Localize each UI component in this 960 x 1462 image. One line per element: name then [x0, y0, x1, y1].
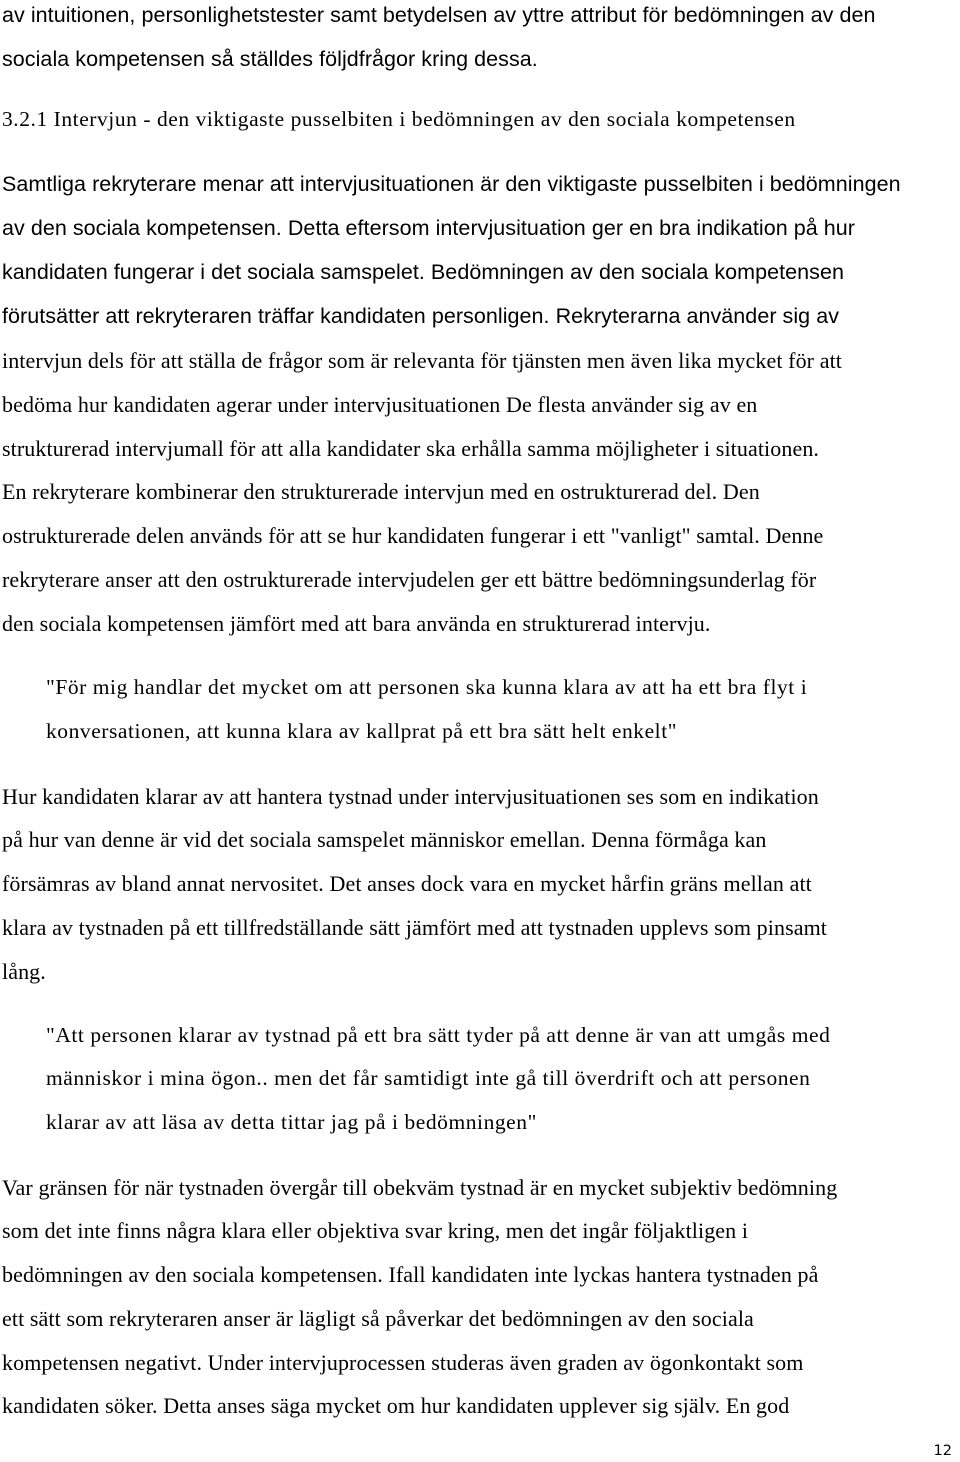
- paragraph-line: Var gränsen för när tystnaden övergår till obekväm tystnad är en mycket subjektiv bedömning: [2, 1175, 838, 1200]
- paragraph-line: ostrukturerade delen används för att se hur kandidaten fungerar i ett "vanligt" samtal. Denne: [2, 523, 824, 548]
- quote-line: "För mig handlar det mycket om att personen ska kunna klara av att ha ett bra flyt i: [46, 675, 808, 699]
- paragraph-line: strukturerad intervjumall för att alla kandidater ska erhålla samma möjligheter i situationen.: [2, 436, 820, 461]
- paragraph-line: kandidaten fungerar i det sociala samspelet. Bedömningen av den sociala kompetensen: [2, 260, 844, 284]
- paragraph-line: En rekryterare kombinerar den strukturerade intervjun med en ostrukturerad del. Den: [2, 479, 760, 504]
- paragraph-line: bedöma hur kandidaten agerar under intervjusituationen De flesta använder sig av en: [2, 392, 758, 417]
- paragraph-line: lång.: [2, 959, 46, 984]
- paragraph-line: förutsätter att rekryteraren träffar kandidaten personligen. Rekryterarna använder sig av: [2, 304, 840, 328]
- paragraph-line: klara av tystnaden på ett tillfredställande sätt jämfört med att tystnaden upplevs som pinsamt: [2, 915, 828, 940]
- paragraph-line: kandidaten söker. Detta anses säga mycket om hur kandidaten upplever sig själv. En god: [2, 1393, 790, 1418]
- quote-line: människor i mina ögon.. men det får samtidigt inte gå till överdrift och att personen: [46, 1066, 811, 1090]
- quote-line: konversationen, att kunna klara av kallprat på ett bra sätt helt enkelt": [46, 719, 678, 743]
- paragraph-line: som det inte finns några klara eller objektiva svar kring, men det ingår följaktligen i: [2, 1218, 749, 1243]
- paragraph-line: av den sociala kompetensen. Detta eftersom intervjusituation ger en bra indikation på hur: [2, 216, 855, 240]
- paragraph-line: rekryterare anser att den ostrukturerade intervjudelen ger ett bättre bedömningsunderlag för: [2, 567, 817, 592]
- paragraph-line: Samtliga rekryterare menar att intervjusituationen är den viktigaste pusselbiten i bedömningen: [2, 172, 901, 196]
- paragraph-line: kompetensen negativt. Under intervjuprocessen studeras även graden av ögonkontakt som: [2, 1350, 804, 1375]
- paragraph-line: Hur kandidaten klarar av att hantera tystnad under intervjusituationen ses som en indikation: [2, 784, 819, 809]
- quote-line: klarar av att läsa av detta tittar jag på i bedömningen": [46, 1110, 537, 1134]
- section-heading: 3.2.1 Intervjun - den viktigaste pusselbiten i bedömningen av den sociala kompetensen: [2, 107, 796, 131]
- page-number: 12: [933, 1443, 952, 1459]
- paragraph-line: på hur van denne är vid det sociala samspelet människor emellan. Denna förmåga kan: [2, 827, 767, 852]
- paragraph-line: försämras av bland annat nervositet. Det anses dock vara en mycket hårfin gräns mellan att: [2, 871, 812, 896]
- intro-line: av intuitionen, personlighetstester samt betydelsen av yttre attribut för bedömningen av den: [2, 3, 876, 27]
- quote-line: "Att personen klarar av tystnad på ett bra sätt tyder på att denne är van att umgås med: [46, 1023, 831, 1047]
- paragraph-line: den sociala kompetensen jämfört med att bara använda en strukturerad intervju.: [2, 611, 711, 636]
- paragraph-line: bedömningen av den sociala kompetensen. Ifall kandidaten inte lyckas hantera tystnaden på: [2, 1262, 819, 1287]
- paragraph-line: intervjun dels för att ställa de frågor som är relevanta för tjänsten men även lika mycket för att: [2, 348, 842, 373]
- paragraph-line: ett sätt som rekryteraren anser är lägligt så påverkar det bedömningen av den sociala: [2, 1306, 754, 1331]
- intro-line: sociala kompetensen så ställdes följdfrågor kring dessa.: [2, 47, 538, 71]
